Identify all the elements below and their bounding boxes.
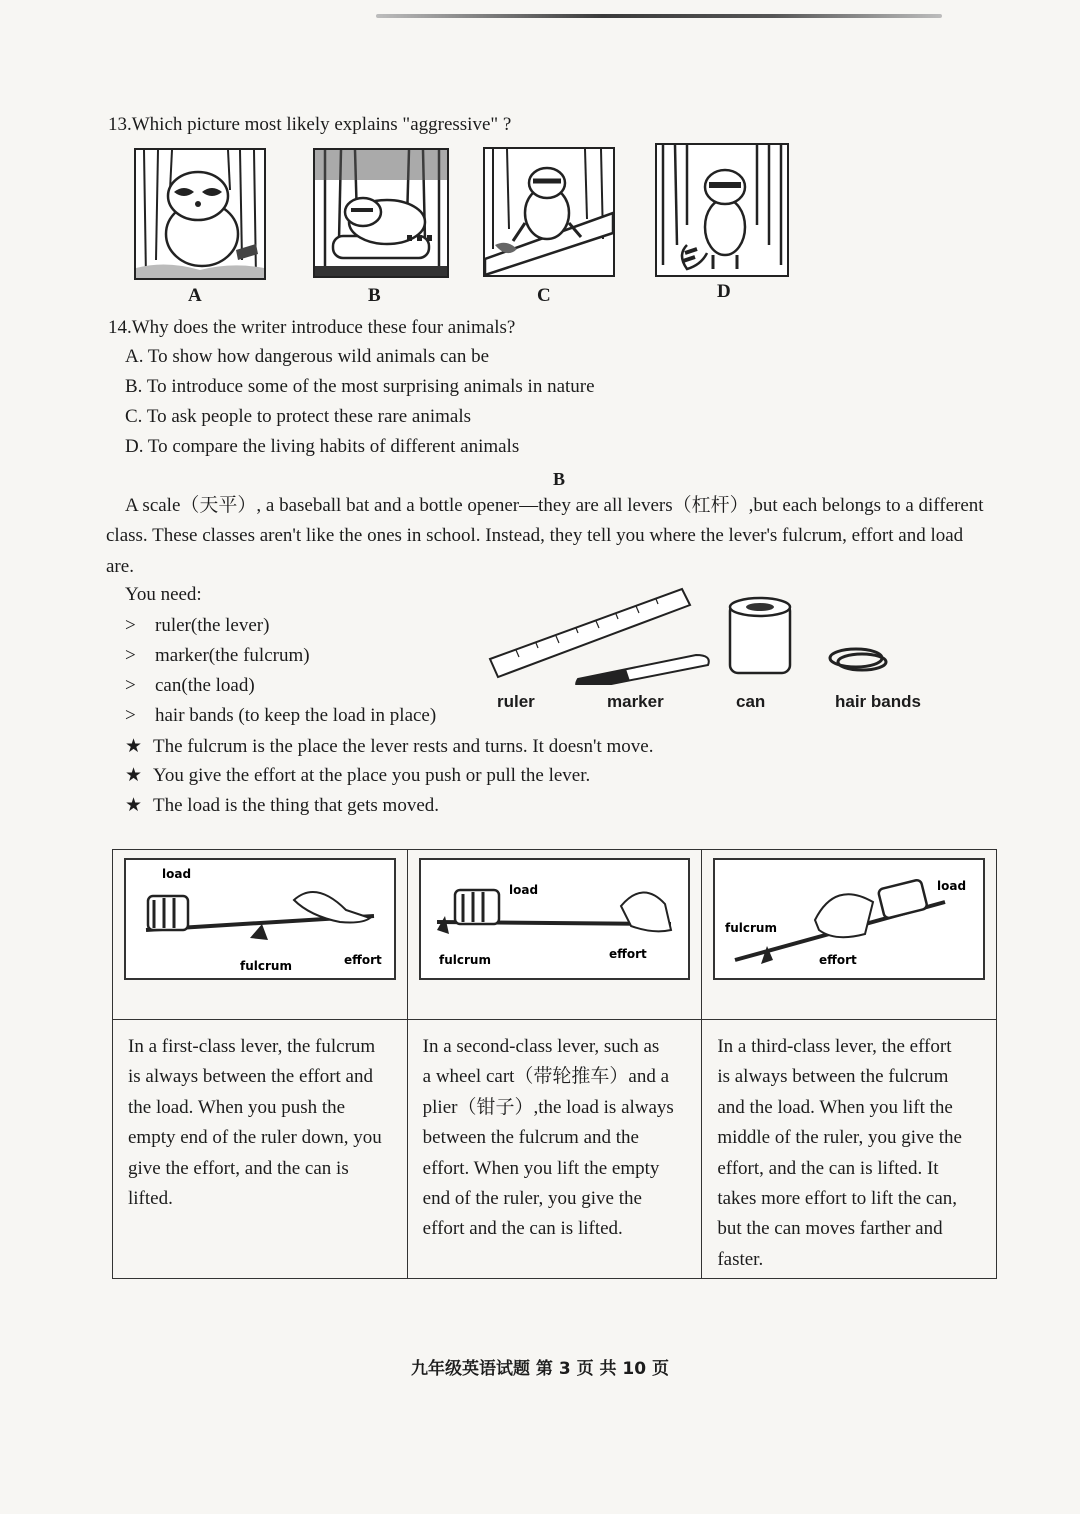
second-class-lever-diagram bbox=[419, 858, 691, 980]
text-line: is always between the effort and bbox=[128, 1066, 373, 1088]
text-line: middle of the ruler, you give the bbox=[717, 1127, 962, 1149]
first-class-diagram-cell bbox=[113, 850, 408, 1020]
text-line: effort and the can is lifted. bbox=[422, 1218, 623, 1240]
raccoon-smiling-illustration bbox=[136, 150, 264, 278]
marker-icon bbox=[576, 655, 709, 685]
second-class-diagram-cell bbox=[407, 850, 702, 1020]
bullet-marker: > bbox=[125, 675, 136, 696]
text-line: plier（钳子）,the load is always bbox=[422, 1096, 674, 1118]
option-b-label: B bbox=[368, 285, 381, 306]
effort-label: effort bbox=[344, 953, 382, 967]
text-line: effort. When you lift the empty bbox=[422, 1157, 660, 1179]
q14-choice-d[interactable]: D. To compare the living habits of different animals bbox=[125, 436, 520, 457]
q13-question: 13.Which picture most likely explains "aggressive" ? bbox=[108, 114, 512, 135]
fulcrum-marker bbox=[437, 916, 449, 934]
can-label: can bbox=[736, 692, 766, 711]
third-class-description bbox=[702, 1020, 996, 1275]
marker-label: marker bbox=[607, 692, 664, 711]
text-line: between the fulcrum and the bbox=[422, 1127, 639, 1149]
need-item-text: marker(the fulcrum) bbox=[155, 645, 310, 666]
text-line: a wheel cart（带轮推车）and a bbox=[422, 1066, 670, 1088]
q14-choice-a[interactable]: A. To show how dangerous wild animals can be bbox=[125, 346, 490, 367]
ruler-label: ruler bbox=[497, 692, 535, 711]
second-class-text-cell bbox=[407, 1020, 702, 1279]
raccoon-sleeping-illustration bbox=[315, 150, 447, 276]
text-line: the load. When you push the bbox=[128, 1096, 346, 1118]
need-item bbox=[125, 615, 269, 637]
second-class-description bbox=[408, 1020, 702, 1245]
fulcrum-label: fulcrum bbox=[240, 959, 292, 973]
note-item bbox=[125, 735, 653, 758]
load-label: load bbox=[937, 879, 967, 893]
effort-label: effort bbox=[819, 953, 858, 967]
text-line: effort, and the can is lifted. It bbox=[717, 1157, 939, 1179]
text-line: faster. bbox=[717, 1248, 764, 1270]
you-need-label: You need: bbox=[125, 584, 202, 605]
text-line: but the can moves farther and bbox=[717, 1218, 943, 1240]
star-marker: ★ bbox=[125, 736, 143, 757]
option-d-label: D bbox=[717, 281, 731, 302]
load-label: load bbox=[508, 883, 538, 897]
text-line: is always between the fulcrum bbox=[717, 1066, 949, 1088]
third-class-lever-diagram bbox=[713, 858, 985, 980]
text-line: In a third-class lever, the effort bbox=[717, 1036, 952, 1057]
hand-icon bbox=[815, 894, 873, 937]
first-class-text-cell bbox=[113, 1020, 408, 1279]
lever-classes-table bbox=[112, 849, 997, 1279]
tools-illustration bbox=[486, 585, 916, 685]
option-d-picture[interactable] bbox=[655, 143, 789, 277]
option-b-picture[interactable] bbox=[313, 148, 449, 278]
note-text: The load is the thing that gets moved. bbox=[153, 795, 440, 816]
third-class-text-cell bbox=[702, 1020, 997, 1279]
fulcrum-label: fulcrum bbox=[725, 921, 778, 935]
fulcrum-marker bbox=[250, 924, 268, 940]
need-item-text: hair bands (to keep the load in place) bbox=[155, 705, 437, 726]
note-item bbox=[125, 794, 439, 817]
note-item bbox=[125, 764, 590, 787]
third-class-diagram-cell bbox=[702, 850, 997, 1020]
raccoon-on-log-illustration bbox=[485, 149, 613, 275]
q14-choice-c[interactable]: C. To ask people to protect these rare animals bbox=[125, 406, 472, 427]
first-class-lever-diagram bbox=[124, 858, 396, 980]
star-marker: ★ bbox=[125, 765, 143, 786]
option-a-label: A bbox=[188, 285, 202, 306]
raccoon-standing-illustration bbox=[657, 145, 787, 275]
top-scan-line bbox=[376, 14, 942, 18]
fulcrum-label: fulcrum bbox=[438, 953, 491, 967]
need-item-text: can(the load) bbox=[155, 675, 255, 696]
intro-line-2: class. These classes aren't like the ones in school. Instead, they tell you where the lever's fulcrum, effort and load bbox=[106, 525, 964, 546]
page-footer: 九年级英语试题 第 3 页 共 10 页 bbox=[411, 1359, 669, 1379]
q14-question: 14.Why does the writer introduce these four animals? bbox=[108, 317, 516, 338]
text-line: end of the ruler, you give the bbox=[422, 1188, 642, 1210]
text-line: In a first-class lever, the fulcrum bbox=[128, 1036, 376, 1057]
bullet-marker: > bbox=[125, 615, 136, 636]
can-icon bbox=[878, 879, 928, 919]
note-text: You give the effort at the place you push or pull the lever. bbox=[153, 765, 591, 786]
need-item bbox=[125, 675, 255, 697]
option-a-picture[interactable] bbox=[134, 148, 266, 280]
bullet-marker: > bbox=[125, 645, 136, 666]
table-row bbox=[113, 850, 997, 1020]
hand-icon bbox=[294, 892, 370, 923]
text-line: empty end of the ruler down, you bbox=[128, 1127, 382, 1149]
need-item bbox=[125, 705, 436, 727]
need-item-text: ruler(the lever) bbox=[155, 615, 270, 636]
table-row bbox=[113, 1020, 997, 1279]
intro-line-1: A scale（天平）, a baseball bat and a bottle opener—they are all levers（杠杆）,but each belongs to a different bbox=[125, 495, 984, 516]
bullet-marker: > bbox=[125, 705, 136, 726]
can-icon bbox=[730, 598, 790, 673]
load-label: load bbox=[162, 867, 192, 881]
q14-choice-b[interactable]: B. To introduce some of the most surprising animals in nature bbox=[125, 376, 595, 397]
hair-bands-icon bbox=[830, 649, 886, 670]
first-class-description bbox=[113, 1020, 407, 1214]
intro-line-3: are. bbox=[106, 556, 134, 577]
option-c-label: C bbox=[537, 285, 551, 306]
effort-label: effort bbox=[608, 947, 647, 961]
text-line: and the load. When you lift the bbox=[717, 1096, 953, 1118]
star-marker: ★ bbox=[125, 795, 143, 816]
need-item bbox=[125, 645, 310, 667]
text-line: lifted. bbox=[128, 1188, 173, 1210]
note-text: The fulcrum is the place the lever rests and turns. It doesn't move. bbox=[153, 736, 654, 757]
text-line: In a second-class lever, such as bbox=[422, 1036, 660, 1057]
option-c-picture[interactable] bbox=[483, 147, 615, 277]
text-line: takes more effort to lift the can, bbox=[717, 1188, 958, 1210]
text-line: give the effort, and the can is bbox=[128, 1157, 349, 1179]
hair-bands-label: hair bands bbox=[835, 692, 921, 711]
section-b-heading: B bbox=[553, 469, 566, 489]
